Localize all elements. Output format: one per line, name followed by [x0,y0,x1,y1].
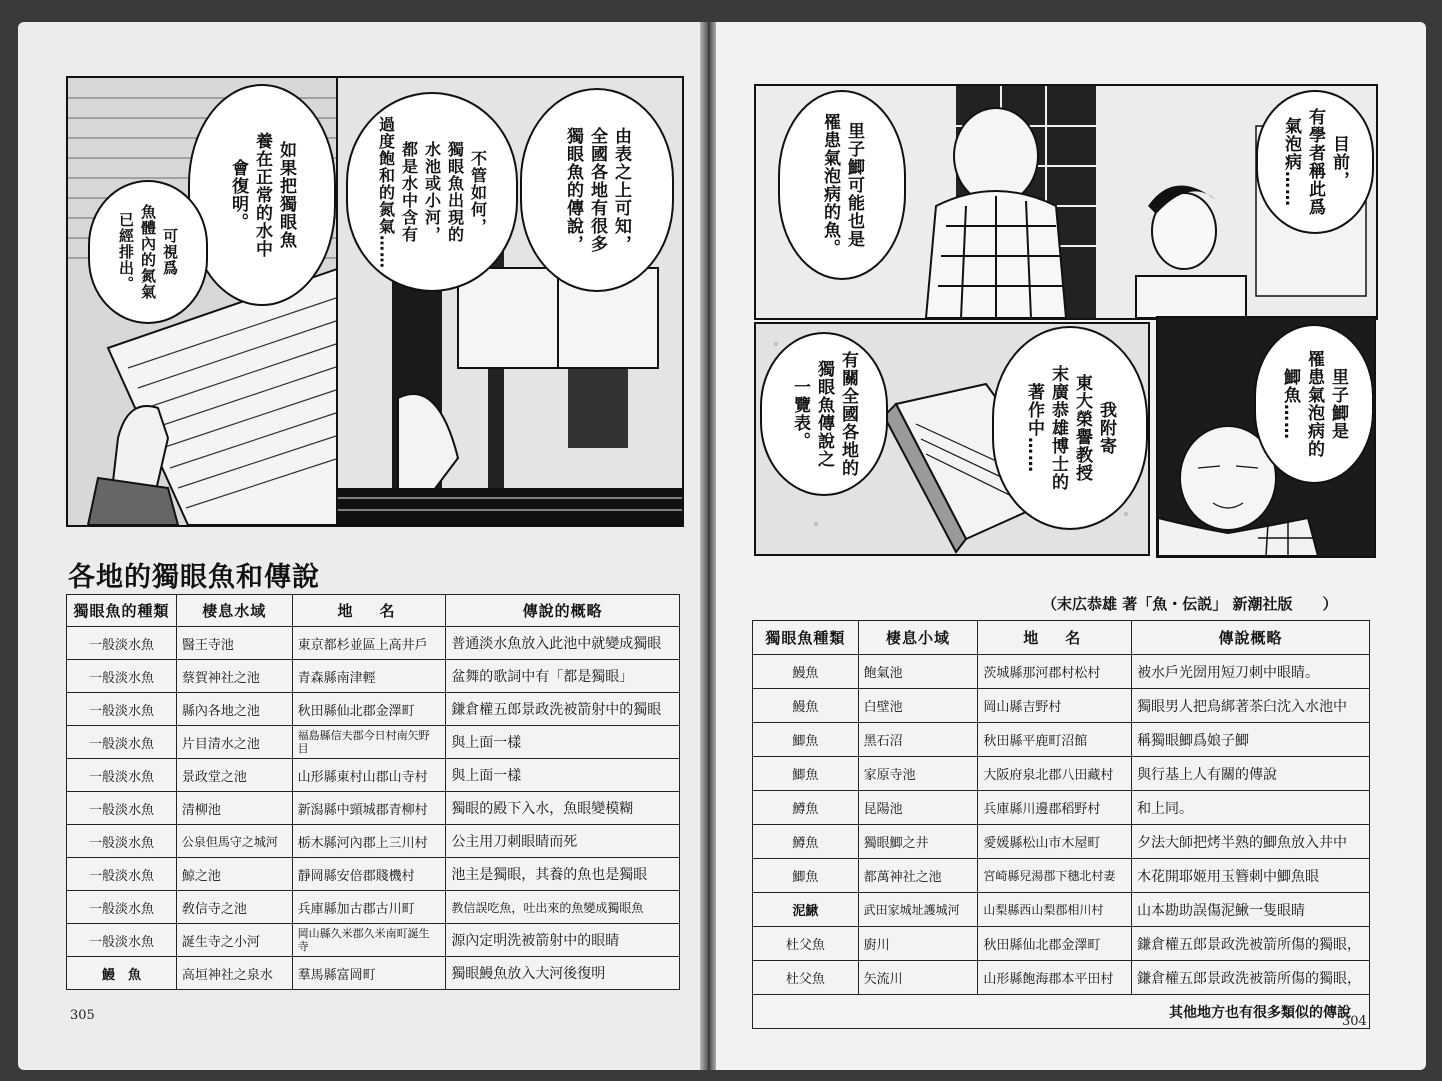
footer-note: 其他地方也有很多類似的傳說 [753,995,1370,1029]
table-header-row [67,595,680,627]
place-name-cell: 兵庫縣加古郡古川町 [292,891,446,924]
bubble-line: 里子鯽可能也是 [844,122,864,248]
place-name-cell: 羣馬縣富岡町 [292,957,446,990]
table-row [67,792,680,825]
legend-summary-cell: 山本勘助誤傷泥鰍一隻眼睛 [1132,893,1370,927]
legend-summary-cell: 池主是獨眼，其養的魚也是獨眼 [446,858,680,891]
table-row [753,825,1370,859]
habitat-cell: 黑石沼 [858,723,978,757]
table-row [753,791,1370,825]
habitat-cell: 誕生寺之小河 [176,924,292,957]
fish-type-cell: 鰻 魚 [67,957,177,990]
panel-book [754,322,1150,556]
fish-type-cell: 杜父魚 [753,927,859,961]
place-name-cell: 兵庫縣川邊郡稻野村 [978,791,1132,825]
fish-type-cell: 一般淡水魚 [67,627,177,660]
bubble-line: 有關全國各地的 [838,351,858,477]
fish-type-cell: 一般淡水魚 [67,693,177,726]
habitat-cell: 昆陽池 [858,791,978,825]
fish-type-cell: 一般淡水魚 [67,891,177,924]
fish-type-cell: 鯽魚 [753,757,859,791]
place-name-cell: 新潟縣中頸城郡青柳村 [292,792,446,825]
legend-summary-cell: 教信誤吃魚，吐出來的魚變成獨眼魚 [446,891,680,924]
place-name-cell: 福島縣信夫郡今日村南矢野目 [292,726,446,759]
bubble-line: 由表之上可知， [611,127,631,253]
place-name-cell: 茨城縣那河郡村松村 [978,655,1132,689]
table-row [753,689,1370,723]
bubble-line: 罹患氣泡病的魚。 [820,113,840,257]
table-row [67,627,680,660]
place-name-cell: 靜岡縣安倍郡賤機村 [292,858,446,891]
place-name-cell: 愛媛縣松山市木屋町 [978,825,1132,859]
bubble-line: 不管如何， [468,149,488,235]
bubble-line: 獨眼魚的傳說， [563,127,583,253]
fish-type-cell: 一般淡水魚 [67,759,177,792]
place-name-cell: 山形縣飽海郡本平田村 [978,961,1132,995]
fish-type-cell: 鯽魚 [753,723,859,757]
table-row [753,961,1370,995]
bubble-line: 都是水中含有 [399,141,419,243]
column-header: 地 名 [292,595,446,627]
table-row [67,825,680,858]
habitat-cell: 醫王寺池 [176,627,292,660]
place-name-cell: 秋田縣仙北郡金澤町 [978,927,1132,961]
place-name-cell: 東京都杉並區上高井戶 [292,627,446,660]
bubble-line: 如果把獨眼魚 [276,141,296,249]
column-header: 地 名 [978,621,1132,655]
legend-summary-cell: 木花開耶姬用玉簪刺中鯽魚眼 [1132,859,1370,893]
panel-hand-letter [66,76,342,527]
legend-summary-cell: 與上面一樣 [446,759,680,792]
fish-type-cell: 杜父魚 [753,961,859,995]
table-row [67,957,680,990]
bubble-line: 有學者稱此爲 [1305,108,1325,216]
legend-summary-cell: 普通淡水魚放入此池中就變成獨眼 [446,627,680,660]
speech-bubble [1256,90,1374,234]
speech-bubble [520,88,674,292]
table-row [753,757,1370,791]
bubble-line: 氣泡病…… [1281,117,1301,207]
fish-type-cell: 一般淡水魚 [67,858,177,891]
habitat-cell: 矢流川 [858,961,978,995]
place-name-cell: 秋田縣仙北郡金澤町 [292,693,446,726]
legend-summary-cell: 獨眼的殿下入水，魚眼變模糊 [446,792,680,825]
bubble-line: 一覽表。 [790,378,810,450]
habitat-cell: 家原寺池 [858,757,978,791]
legend-table-right [752,620,1370,1029]
place-name-cell: 宮崎縣兒湯郡下穗北村妻 [978,859,1132,893]
table-row [67,858,680,891]
place-name-cell: 岡山縣久米郡久米南町誕生寺 [292,924,446,957]
legend-summary-cell: 獨眼鰻魚放入大河後復明 [446,957,680,990]
bubble-line: 魚體內的氮氣 [139,204,157,300]
table-row [67,891,680,924]
page-number: 304 [1342,1014,1367,1029]
bubble-line: 已經排出。 [117,212,135,292]
legend-summary-cell: 稱獨眼鯽爲娘子鯽 [1132,723,1370,757]
table-footer-row [753,995,1370,1029]
legend-summary-cell: 源內定明洗被箭射中的眼睛 [446,924,680,957]
legend-table-left [66,594,680,990]
column-header: 傳說的概略 [446,595,680,627]
bubble-line: 我附寄 [1096,401,1116,455]
place-name-cell: 青森縣南津輕 [292,660,446,693]
place-name-cell: 岡山縣吉野村 [978,689,1132,723]
bubble-line: 過度飽和的氮氣…… [376,115,396,269]
bubble-line: 鯽魚…… [1280,368,1300,440]
table-header-row [753,621,1370,655]
speech-bubble [760,332,888,496]
bubble-line: 水池或小河， [422,141,442,243]
legend-summary-cell: 被水戶光圀用短刀刺中眼睛。 [1132,655,1370,689]
fish-type-cell: 鱒魚 [753,791,859,825]
column-header: 獨眼魚的種類 [67,595,177,627]
table-row [67,660,680,693]
speech-bubble [188,84,336,306]
habitat-cell: 公泉但馬守之城河 [176,825,292,858]
table-row [753,723,1370,757]
habitat-cell: 清柳池 [176,792,292,825]
habitat-cell: 獨眼鯽之井 [858,825,978,859]
habitat-cell: 敎信寺之池 [176,891,292,924]
table-row [67,693,680,726]
habitat-cell: 片目清水之池 [176,726,292,759]
place-name-cell: 山梨縣西山梨郡相川村 [978,893,1132,927]
legend-summary-cell: 夕法大師把烤半熟的鯽魚放入井中 [1132,825,1370,859]
fish-type-cell: 一般淡水魚 [67,924,177,957]
habitat-cell: 都萬神社之池 [858,859,978,893]
speech-bubble [778,90,906,280]
speech-bubble [346,92,518,292]
table-title: 各地的獨眼魚和傳說 [68,562,320,593]
speech-bubble [88,180,208,324]
bubble-line: 獨眼魚傳說之 [814,360,834,468]
bubble-line: 全國各地有很多 [587,127,607,253]
fish-type-cell: 鱒魚 [753,825,859,859]
habitat-cell: 鯨之池 [176,858,292,891]
legend-summary-cell: 與行基上人有關的傳說 [1132,757,1370,791]
table-row [753,859,1370,893]
legend-summary-cell: 鎌倉權五郎景政洗被箭所傷的獨眼， [1132,927,1370,961]
habitat-cell: 廚川 [858,927,978,961]
legend-summary-cell: 鎌倉權五郎景政洗被箭射中的獨眼 [446,693,680,726]
fish-type-cell: 一般淡水魚 [67,825,177,858]
fish-type-cell: 一般淡水魚 [67,792,177,825]
fish-type-cell: 一般淡水魚 [67,660,177,693]
legend-summary-cell: 與上面一樣 [446,726,680,759]
place-name-cell: 栃木縣河內郡上三川村 [292,825,446,858]
panel-teacher-boy [754,84,1378,320]
table-row [753,893,1370,927]
place-name-cell: 山形縣東村山郡山寺村 [292,759,446,792]
habitat-cell: 武田家城址護城河 [858,893,978,927]
legend-summary-cell: 和上同。 [1132,791,1370,825]
bubble-line: 東大榮譽教授 [1072,374,1092,482]
speech-bubble [1254,324,1374,484]
habitat-cell: 飽氣池 [858,655,978,689]
habitat-cell: 高垣神社之泉水 [176,957,292,990]
place-name-cell: 秋田縣平鹿町沼館 [978,723,1132,757]
bubble-line: 末廣恭雄博士的 [1048,365,1068,491]
habitat-cell: 景政堂之池 [176,759,292,792]
habitat-cell: 白壁池 [858,689,978,723]
legend-summary-cell: 獨眼男人把鳥綁著茶臼沈入水池中 [1132,689,1370,723]
table-row [753,927,1370,961]
bubble-line: 養在正常的水中 [252,132,272,258]
right-page [716,22,1426,1070]
bubble-line: 會復明。 [228,159,248,231]
page-number: 305 [70,1008,95,1023]
habitat-cell: 蔡賀神社之池 [176,660,292,693]
column-header: 棲息小域 [858,621,978,655]
place-name-cell: 大阪府泉北郡八田藏村 [978,757,1132,791]
panel-room-interior [336,76,684,527]
bubble-line: 著作中…… [1024,383,1044,473]
table-row [67,726,680,759]
table-row [67,924,680,957]
bubble-line: 里子鯽是 [1328,368,1348,440]
column-header: 傳說概略 [1132,621,1370,655]
bubble-line: 目前， [1329,135,1349,189]
habitat-cell: 縣內各地之池 [176,693,292,726]
table-row [753,655,1370,689]
fish-type-cell: 鰻魚 [753,655,859,689]
table-row [67,759,680,792]
column-header: 棲息水域 [176,595,292,627]
fish-type-cell: 泥鰍 [753,893,859,927]
column-header: 獨眼魚種類 [753,621,859,655]
source-citation: （末広恭雄 著「魚・伝説」 新潮社版 ） [1042,595,1338,613]
fish-type-cell: 鯽魚 [753,859,859,893]
fish-type-cell: 鰻魚 [753,689,859,723]
left-page [18,22,702,1070]
legend-summary-cell: 公主用刀刺眼睛而死 [446,825,680,858]
speech-bubble [992,326,1148,530]
panel-old-man [1156,316,1376,558]
bubble-line: 獨眼魚出現的 [445,141,465,243]
legend-summary-cell: 鎌倉權五郎景政洗被箭所傷的獨眼， [1132,961,1370,995]
bubble-line: 罹患氣泡病的 [1304,350,1324,458]
legend-summary-cell: 盆舞的歌詞中有「都是獨眼」 [446,660,680,693]
bubble-line: 可視爲 [161,228,179,276]
fish-type-cell: 一般淡水魚 [67,726,177,759]
